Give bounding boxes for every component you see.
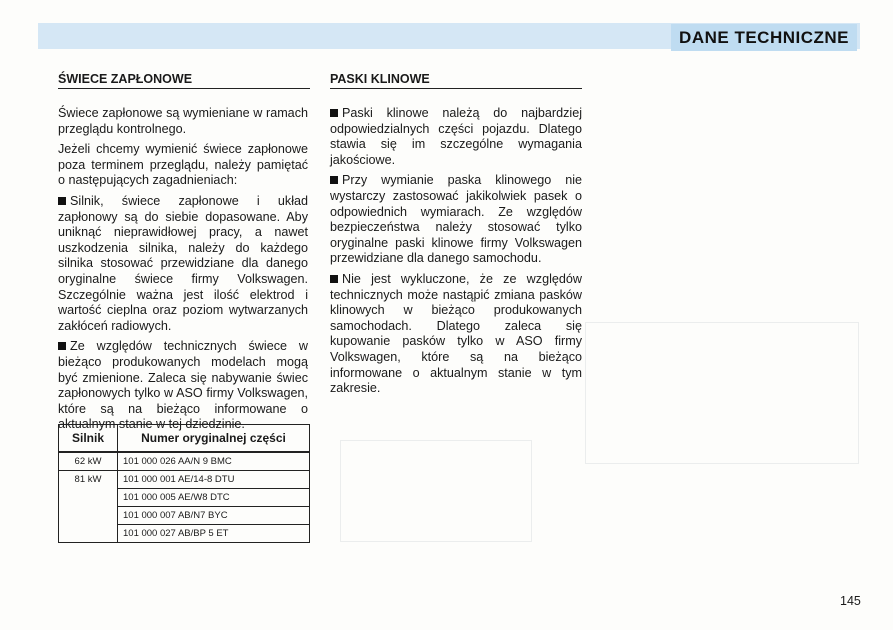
v-belts-heading: PASKI KLINOWE — [330, 72, 430, 86]
bullet-square-icon — [58, 197, 66, 205]
part-number-cell: 101 000 007 AB/N7 BYC — [118, 507, 310, 525]
spark-plugs-paragraph-2: Jeżeli chcemy wymienić świece zapłonowe poza terminem przeglądu, należy pamiętać o następujących zagadnieniach: — [58, 142, 308, 188]
table-row — [59, 471, 310, 489]
show-through-table — [585, 322, 859, 464]
engine-cell: 62 kW — [59, 452, 118, 471]
engine-cell: 81 kW — [59, 471, 118, 543]
show-through-table-2 — [340, 440, 532, 542]
table-header-part-number: Numer oryginalnej części — [118, 425, 310, 453]
section-title: DANE TECHNICZNE — [671, 24, 857, 51]
table-header-engine: Silnik — [59, 425, 118, 453]
spark-plugs-text — [58, 106, 308, 438]
table-row — [59, 452, 310, 471]
spark-plugs-paragraph-3: Silnik, świece zapłonowe i układ zapłonowy są do siebie dopasowane. Aby uniknąć nieprawidłowej pracy, a nawet uszkodzenia silnika, należy do każdego silnika stosować przewidziane dla danego oryginalne świece firmy Volkswagen. Szczególnie ważna jest ilość elektrod i wartość cieplna oraz poziom wytwarzanych zakłóceń radiowych. — [58, 193, 308, 333]
part-number-cell: 101 000 001 AE/14-8 DTU — [118, 471, 310, 489]
v-belts-paragraph-2: Przy wymianie paska klinowego nie wystarczy zastosować jakikolwiek pasek o odpowiednich wymiarach. Ze względów bezpieczeństwa należy stosować tylko oryginalne paski klinowe firmy Volkswagen przewidziane dla danego samochodu. — [330, 173, 582, 266]
spark-plugs-paragraph-1: Świece zapłonowe są wymieniane w ramach przeglądu kontrolnego. — [58, 106, 308, 136]
part-number-cell: 101 000 027 AB/BP 5 ET — [118, 525, 310, 543]
spark-plugs-paragraph-4: Ze względów technicznych świece w bieżąco produkowanych modelach mogą być zmienione. Zaleca się nabywanie świec zapłonowych tylko w ASO firmy Volkswagen, które są na bieżąco informowane o aktualnym stanie w tej dziedzinie. — [58, 339, 308, 432]
spark-plugs-heading: ŚWIECE ZAPŁONOWE — [58, 72, 193, 86]
v-belts-paragraph-1: Paski klinowe należą do najbardziej odpowiedzialnych części pojazdu. Dlatego stawia się im szczególne wymagania jakościowe. — [330, 106, 582, 167]
bullet-square-icon — [330, 176, 338, 184]
bullet-square-icon — [330, 109, 338, 117]
v-belts-text — [330, 106, 582, 402]
spark-plug-table — [58, 424, 310, 543]
part-number-cell: 101 000 005 AE/W8 DTC — [118, 489, 310, 507]
right-heading-rule — [330, 88, 582, 89]
part-number-cell: 101 000 026 AA/N 9 BMC — [118, 452, 310, 471]
bullet-square-icon — [58, 342, 66, 350]
v-belts-paragraph-3: Nie jest wykluczone, że ze względów technicznych może nastąpić zmiana pasków klinowych w bieżąco produkowanych samochodach. Dlatego zaleca się kupowanie pasków tylko w ASO firmy Volkswagen, które są na bieżąco informowane o aktualnym stanie w tym zakresie. — [330, 271, 582, 396]
left-heading-rule — [58, 88, 310, 89]
page-number: 145 — [840, 594, 861, 608]
table-header-row — [59, 425, 310, 453]
bullet-square-icon — [330, 275, 338, 283]
